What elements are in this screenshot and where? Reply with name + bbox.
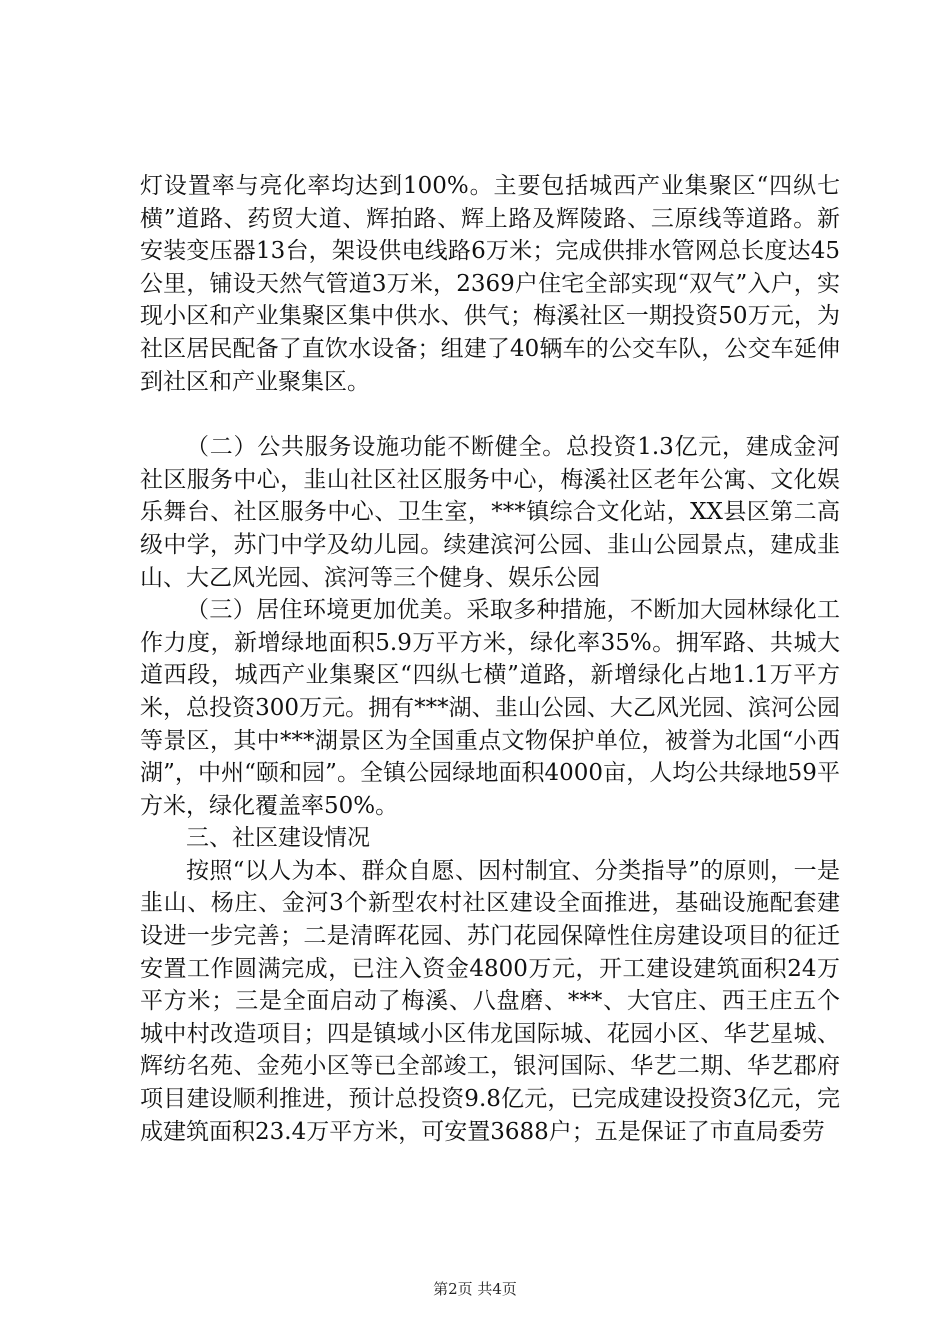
section-heading-community: 三、社区建设情况 xyxy=(186,825,370,852)
paragraph-living-environment: （三）居住环境更加优美。采取多种措施，不断加大园林绿化工作力度，新增绿地面积5.9万平方米，绿化率35%。拥军路、共城大道西段，城西产业集聚区“四纵七横”道路，新增绿化占地1.1万平方米，总投资300万元。拥有***湖、韭山公园、大乙风光园、滨河公园等景区，其中***湖景区为全国重点文物保护单位，被誉为北国“小西湖”，中州“颐和园”。全镇公园绿地面积4000亩，人均公共绿地59平方米，绿化覆盖率50%。 xyxy=(140,597,840,819)
paragraph-infrastructure: 灯设置率与亮化率均达到100%。主要包括城西产业集聚区“四纵七横”道路、药贸大道、辉拍路、辉上路及辉陵路、三原线等道路。新安装变压器13台，架设供电线路6万米；完成供排水管网总长度达45公里，铺设天然气管道3万米，2369户住宅全部实现“双气”入户，实现小区和产业集聚区集中供水、供气；梅溪社区一期投资50万元，为社区居民配备了直饮水设备；组建了40辆车的公交车队，公交车延伸到社区和产业聚集区。 xyxy=(140,173,840,395)
paragraph-public-services: （二）公共服务设施功能不断健全。总投资1.3亿元，建成金河社区服务中心，韭山社区社区服务中心，梅溪社区老年公寓、文化娱乐舞台、社区服务中心、卫生室，***镇综合文化站，XX县区第二高级中学，苏门中学及幼儿园。续建滨河公园、韭山公园景点，建成韭山、大乙风光园、滨河等三个健身、娱乐公园 xyxy=(140,434,840,591)
paragraph-community-construction: 按照“以人为本、群众自愿、因村制宜、分类指导”的原则，一是韭山、杨庄、金河3个新型农村社区建设全面推进，基础设施配套建设进一步完善；二是清晖花园、苏门花园保障性住房建设项目的征迁安置工作圆满完成，已注入资金4800万元，开工建设建筑面积24万平方米；三是全面启动了梅溪、八盘磨、***、大官庄、西王庄五个城中村改造项目；四是镇域小区伟龙国际城、花园小区、华艺星城、辉纺名苑、金苑小区等已全部竣工，银河国际、华艺二期、华艺郡府项目建设顺利推进，预计总投资9.8亿元，已完成建设投资3亿元，完成建筑面积23.4万平方米，可安置3688户；五是保证了市直局委劳 xyxy=(140,857,840,1145)
document-body xyxy=(140,170,840,1148)
page-number: 第2页 共4页 xyxy=(433,1280,517,1298)
